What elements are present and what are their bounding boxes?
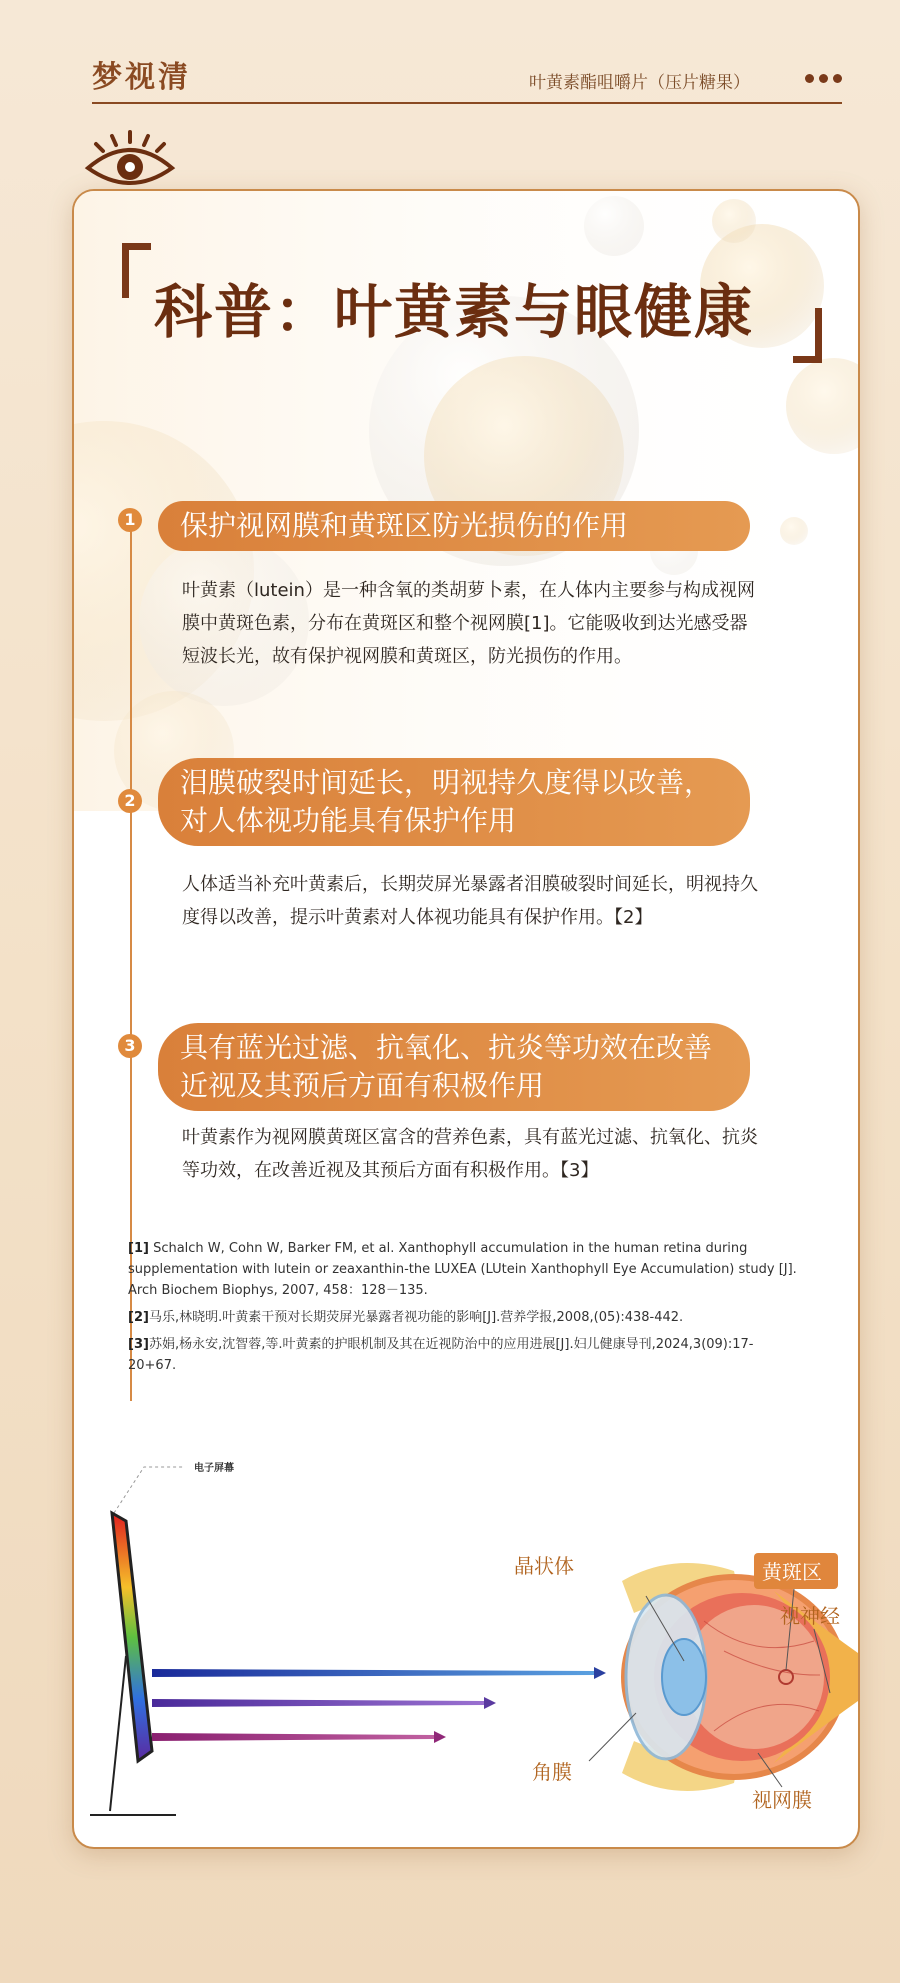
- section-number: 3: [118, 1034, 142, 1058]
- cornea-label: 角膜: [532, 1760, 572, 1784]
- reference-item: [1] Schalch W, Cohn W, Barker FM, et al. Xanthophyll accumulation in the human retina during supplementation with lutein or zeaxanthin-the LUXEA (LUtein Xanthophyll Eye Accumulation) study [J]. Arch Biochem Biophys, 2007, 458：128－135.: [128, 1241, 797, 1298]
- section-number: 2: [118, 789, 142, 813]
- section-body: 叶黄素作为视网膜黄斑区富含的营养色素，具有蓝光过滤、抗氧化、抗炎等功效，在改善近视及其预后方面有积极作用。【3】: [182, 1127, 758, 1181]
- title-bracket-left: [122, 243, 151, 298]
- eye-screen-illustration: [74, 1461, 858, 1847]
- header-rule: [92, 102, 842, 104]
- retina-label: 视网膜: [752, 1788, 812, 1812]
- eye-icon: [84, 128, 176, 190]
- section-heading: 保护视网膜和黄斑区防光损伤的作用: [158, 501, 750, 551]
- optic-nerve-label: 视神经: [780, 1604, 840, 1628]
- reference-item: [3]苏娟,杨永安,沈智蓉,等.叶黄素的护眼机制及其在近视防治中的应用进展[J].妇儿健康导刊,2024,3(09):17-20+67.: [128, 1337, 754, 1373]
- lens-label: 晶状体: [514, 1554, 574, 1578]
- references: [128, 1238, 798, 1382]
- screen-label: 电子屏幕: [194, 1463, 234, 1474]
- page-title-block: [122, 243, 822, 363]
- product-subtitle: 叶黄素酯咀嚼片（压片糖果）: [529, 73, 750, 93]
- more-dots-icon: [805, 74, 842, 83]
- section-body: 叶黄素（lutein）是一种含氧的类胡萝卜素，在人体内主要参与构成视网膜中黄斑色素，分布在黄斑区和整个视网膜[1]。它能吸收到达光感受器短波长光，故有保护视网膜和黄斑区，防光损伤的作用。: [182, 580, 755, 667]
- reference-item: [2]马乐,林晓明.叶黄素干预对长期荧屏光暴露者视功能的影响[J].营养学报,2008,(05):438-442.: [128, 1310, 684, 1325]
- macula-label: 黄斑区: [762, 1560, 822, 1584]
- section-body: 人体适当补充叶黄素后，长期荧屏光暴露者泪膜破裂时间延长，明视持久度得以改善，提示叶黄素对人体视功能具有保护作用。【2】: [182, 874, 758, 928]
- content-card: [72, 189, 860, 1849]
- section-heading: 泪膜破裂时间延长，明视持久度得以改善，对人体视功能具有保护作用: [158, 758, 750, 846]
- title-bracket-right: [793, 308, 822, 363]
- page-title: 科普：叶黄素与眼健康: [154, 278, 755, 346]
- section-number: 1: [118, 508, 142, 532]
- brand-logo: 梦视清: [92, 60, 191, 95]
- section-heading: 具有蓝光过滤、抗氧化、抗炎等功效在改善近视及其预后方面有积极作用: [158, 1023, 750, 1111]
